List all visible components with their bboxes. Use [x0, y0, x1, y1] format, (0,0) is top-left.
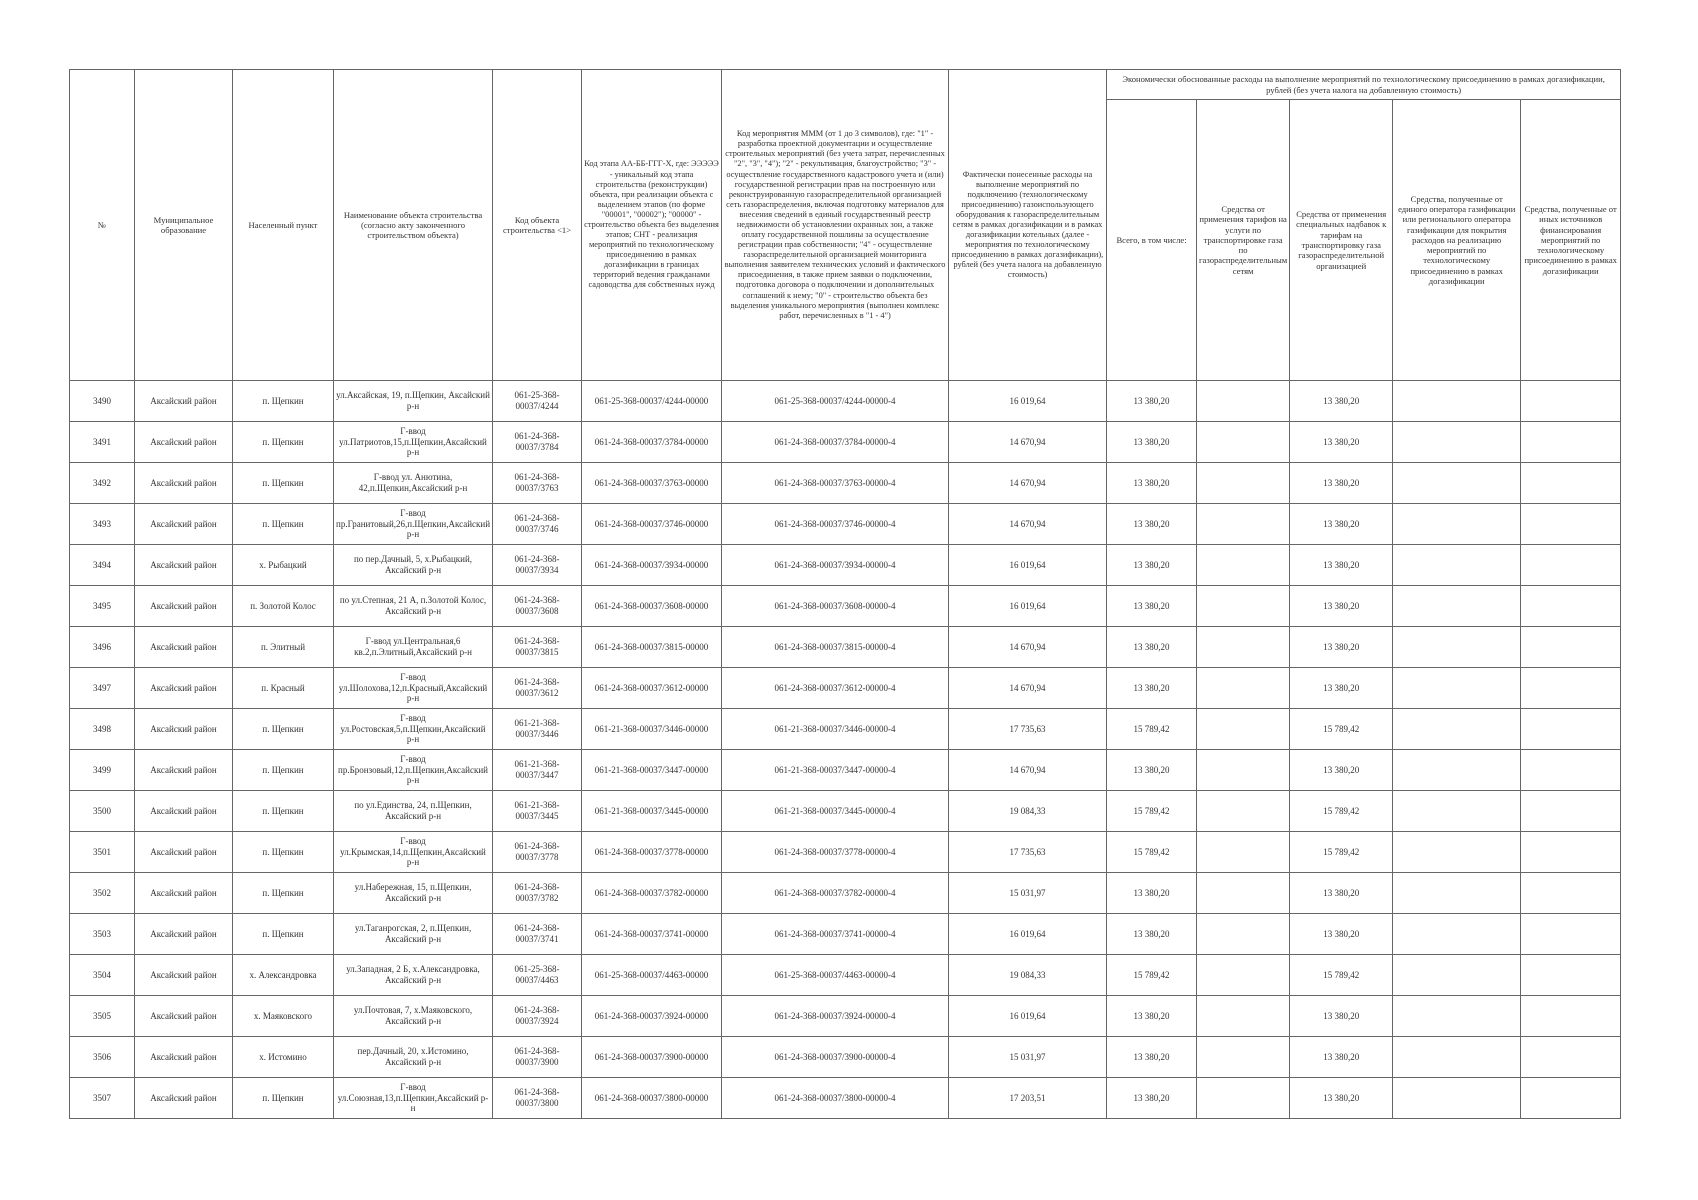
- settlement-cell: п. Щепкин: [233, 709, 334, 750]
- other-sources-cell: [1521, 586, 1621, 627]
- special-surcharges-cell: 13 380,20: [1290, 463, 1393, 504]
- tariffs-cell: [1197, 381, 1290, 422]
- row-number: 3501: [70, 832, 135, 873]
- table-row: [70, 668, 1621, 709]
- municipality-cell: Аксайский район: [135, 996, 233, 1037]
- actual-costs-cell: 14 670,94: [949, 463, 1107, 504]
- stage-code-cell: 061-24-368-00037/3746-00000: [582, 504, 722, 545]
- tariffs-cell: [1197, 955, 1290, 996]
- actual-costs-cell: 16 019,64: [949, 545, 1107, 586]
- municipality-cell: Аксайский район: [135, 1078, 233, 1119]
- event-code-cell: 061-24-368-00037/3934-00000-4: [722, 545, 949, 586]
- event-code-cell: 061-25-368-00037/4463-00000-4: [722, 955, 949, 996]
- municipality-cell: Аксайский район: [135, 709, 233, 750]
- operator-funds-cell: [1393, 545, 1521, 586]
- settlement-cell: п. Щепкин: [233, 914, 334, 955]
- tariffs-cell: [1197, 750, 1290, 791]
- other-sources-cell: [1521, 545, 1621, 586]
- object-code-cell: 061-24-368-00037/3763: [493, 463, 582, 504]
- total-cell: 13 380,20: [1107, 1078, 1197, 1119]
- row-number: 3502: [70, 873, 135, 914]
- other-sources-cell: [1521, 750, 1621, 791]
- other-sources-cell: [1521, 914, 1621, 955]
- other-sources-cell: [1521, 832, 1621, 873]
- total-cell: 15 789,42: [1107, 709, 1197, 750]
- table-row: [70, 709, 1621, 750]
- tariffs-cell: [1197, 1037, 1290, 1078]
- operator-funds-cell: [1393, 709, 1521, 750]
- object-name-cell: по ул.Степная, 21 А, п.Золотой Колос, Аксайский р-н: [334, 586, 493, 627]
- row-number: 3492: [70, 463, 135, 504]
- settlement-cell: п. Щепкин: [233, 832, 334, 873]
- special-surcharges-cell: 13 380,20: [1290, 750, 1393, 791]
- header-object-name: Наименование объекта строительства (согласно акту законченного строительством объекта): [334, 70, 493, 381]
- object-code-cell: 061-24-368-00037/3934: [493, 545, 582, 586]
- total-cell: 15 789,42: [1107, 791, 1197, 832]
- event-code-cell: 061-24-368-00037/3763-00000-4: [722, 463, 949, 504]
- event-code-cell: 061-21-368-00037/3446-00000-4: [722, 709, 949, 750]
- total-cell: 13 380,20: [1107, 914, 1197, 955]
- object-name-cell: ул.Почтовая, 7, х.Маяковского, Аксайский р-н: [334, 996, 493, 1037]
- operator-funds-cell: [1393, 627, 1521, 668]
- settlement-cell: п. Щепкин: [233, 381, 334, 422]
- total-cell: 13 380,20: [1107, 422, 1197, 463]
- operator-funds-cell: [1393, 668, 1521, 709]
- row-number: 3506: [70, 1037, 135, 1078]
- header-special-surcharges: Средства от применения специальных надбавок к тарифам на транспортировку газа газораспределительной организацией: [1290, 100, 1393, 381]
- header-operator-funds: Средства, полученные от единого оператора газификации или регионального оператора газификации для покрытия расходов на реализацию мероприятий по технологическому присоединению в рамках догазификации: [1393, 100, 1521, 381]
- actual-costs-cell: 16 019,64: [949, 586, 1107, 627]
- stage-code-cell: 061-25-368-00037/4244-00000: [582, 381, 722, 422]
- settlement-cell: п. Красный: [233, 668, 334, 709]
- other-sources-cell: [1521, 996, 1621, 1037]
- tariffs-cell: [1197, 422, 1290, 463]
- special-surcharges-cell: 13 380,20: [1290, 873, 1393, 914]
- tariffs-cell: [1197, 668, 1290, 709]
- stage-code-cell: 061-24-368-00037/3815-00000: [582, 627, 722, 668]
- municipality-cell: Аксайский район: [135, 463, 233, 504]
- total-cell: 13 380,20: [1107, 996, 1197, 1037]
- object-name-cell: по пер.Дачный, 5, х.Рыбацкий, Аксайский р-н: [334, 545, 493, 586]
- stage-code-cell: 061-25-368-00037/4463-00000: [582, 955, 722, 996]
- object-name-cell: Г-ввод пр.Бронзовый,12,п.Щепкин,Аксайский р-н: [334, 750, 493, 791]
- stage-code-cell: 061-21-368-00037/3446-00000: [582, 709, 722, 750]
- row-number: 3491: [70, 422, 135, 463]
- object-name-cell: ул.Таганрогская, 2, п.Щепкин, Аксайский р-н: [334, 914, 493, 955]
- operator-funds-cell: [1393, 463, 1521, 504]
- row-number: 3490: [70, 381, 135, 422]
- header-settlement: Населенный пункт: [233, 70, 334, 381]
- object-code-cell: 061-25-368-00037/4463: [493, 955, 582, 996]
- actual-costs-cell: 16 019,64: [949, 914, 1107, 955]
- operator-funds-cell: [1393, 381, 1521, 422]
- tariffs-cell: [1197, 504, 1290, 545]
- settlement-cell: х. Истомино: [233, 1037, 334, 1078]
- row-number: 3498: [70, 709, 135, 750]
- settlement-cell: п. Щепкин: [233, 750, 334, 791]
- total-cell: 15 789,42: [1107, 832, 1197, 873]
- object-name-cell: Г-ввод ул. Анютина, 42,п.Щепкин,Аксайский р-н: [334, 463, 493, 504]
- header-tariffs: Средства от применения тарифов на услуги по транспортировке газа по газораспределительным сетям: [1197, 100, 1290, 381]
- object-code-cell: 061-24-368-00037/3815: [493, 627, 582, 668]
- table-row: [70, 832, 1621, 873]
- object-code-cell: 061-24-368-00037/3784: [493, 422, 582, 463]
- table-row: [70, 791, 1621, 832]
- municipality-cell: Аксайский район: [135, 791, 233, 832]
- actual-costs-cell: 14 670,94: [949, 627, 1107, 668]
- operator-funds-cell: [1393, 955, 1521, 996]
- table-row: [70, 996, 1621, 1037]
- special-surcharges-cell: 15 789,42: [1290, 955, 1393, 996]
- stage-code-cell: 061-24-368-00037/3741-00000: [582, 914, 722, 955]
- table-row: [70, 955, 1621, 996]
- actual-costs-cell: 17 203,51: [949, 1078, 1107, 1119]
- total-cell: 13 380,20: [1107, 586, 1197, 627]
- event-code-cell: 061-24-368-00037/3784-00000-4: [722, 422, 949, 463]
- special-surcharges-cell: 13 380,20: [1290, 1037, 1393, 1078]
- operator-funds-cell: [1393, 586, 1521, 627]
- event-code-cell: 061-24-368-00037/3612-00000-4: [722, 668, 949, 709]
- operator-funds-cell: [1393, 750, 1521, 791]
- special-surcharges-cell: 13 380,20: [1290, 627, 1393, 668]
- stage-code-cell: 061-21-368-00037/3445-00000: [582, 791, 722, 832]
- municipality-cell: Аксайский район: [135, 873, 233, 914]
- table-row: [70, 750, 1621, 791]
- operator-funds-cell: [1393, 914, 1521, 955]
- municipality-cell: Аксайский район: [135, 627, 233, 668]
- stage-code-cell: 061-24-368-00037/3763-00000: [582, 463, 722, 504]
- object-code-cell: 061-25-368-00037/4244: [493, 381, 582, 422]
- actual-costs-cell: 19 084,33: [949, 791, 1107, 832]
- municipality-cell: Аксайский район: [135, 750, 233, 791]
- operator-funds-cell: [1393, 1078, 1521, 1119]
- event-code-cell: 061-24-368-00037/3782-00000-4: [722, 873, 949, 914]
- tariffs-cell: [1197, 873, 1290, 914]
- object-name-cell: Г-ввод ул.Крымская,14,п.Щепкин,Аксайский р-н: [334, 832, 493, 873]
- actual-costs-cell: 14 670,94: [949, 422, 1107, 463]
- object-name-cell: по ул.Единства, 24, п.Щепкин, Аксайский р-н: [334, 791, 493, 832]
- event-code-cell: 061-21-368-00037/3447-00000-4: [722, 750, 949, 791]
- row-number: 3494: [70, 545, 135, 586]
- header-actual-costs: Фактически понесенные расходы на выполнение мероприятий по подключению (технологическому присоединению) газоиспользующего оборудования к газораспределительным сетям в рамках догазификации и в рамках догазификации котельных (далее - мероприятия по технологическому присоединению в рамках догазификации), рублей (без учета налога на добавленную стоимость): [949, 70, 1107, 381]
- tariffs-cell: [1197, 545, 1290, 586]
- object-code-cell: 061-21-368-00037/3447: [493, 750, 582, 791]
- row-number: 3507: [70, 1078, 135, 1119]
- total-cell: 13 380,20: [1107, 545, 1197, 586]
- row-number: 3499: [70, 750, 135, 791]
- other-sources-cell: [1521, 627, 1621, 668]
- settlement-cell: п. Золотой Колос: [233, 586, 334, 627]
- event-code-cell: 061-24-368-00037/3746-00000-4: [722, 504, 949, 545]
- other-sources-cell: [1521, 463, 1621, 504]
- municipality-cell: Аксайский район: [135, 545, 233, 586]
- table-row: [70, 1078, 1621, 1119]
- object-code-cell: 061-24-368-00037/3782: [493, 873, 582, 914]
- actual-costs-cell: 14 670,94: [949, 750, 1107, 791]
- municipality-cell: Аксайский район: [135, 914, 233, 955]
- header-stage-code: Код этапа АА-ББ-ГГГ-Х, где: ЭЭЭЭЭ - уникальный код этапа строительства (реконструкции) объекта, при реализации объекта с выделением этапов (по форме "00001", "00002"); "00000" - строительство объекта без выделения этапов; СНТ - реализация мероприятий по технологическому присоединению в рамках догазификации в границах территорий ведения гражданами садоводства для собственных нужд: [582, 70, 722, 381]
- tariffs-cell: [1197, 586, 1290, 627]
- actual-costs-cell: 15 031,97: [949, 1037, 1107, 1078]
- operator-funds-cell: [1393, 504, 1521, 545]
- table-row: [70, 873, 1621, 914]
- settlement-cell: п. Щепкин: [233, 422, 334, 463]
- row-number: 3493: [70, 504, 135, 545]
- row-number: 3505: [70, 996, 135, 1037]
- tariffs-cell: [1197, 996, 1290, 1037]
- settlement-cell: п. Элитный: [233, 627, 334, 668]
- event-code-cell: 061-24-368-00037/3800-00000-4: [722, 1078, 949, 1119]
- event-code-cell: 061-25-368-00037/4244-00000-4: [722, 381, 949, 422]
- table-row: [70, 504, 1621, 545]
- other-sources-cell: [1521, 422, 1621, 463]
- other-sources-cell: [1521, 381, 1621, 422]
- special-surcharges-cell: 13 380,20: [1290, 381, 1393, 422]
- row-number: 3495: [70, 586, 135, 627]
- other-sources-cell: [1521, 791, 1621, 832]
- special-surcharges-cell: 13 380,20: [1290, 545, 1393, 586]
- municipality-cell: Аксайский район: [135, 504, 233, 545]
- tariffs-cell: [1197, 463, 1290, 504]
- header-event-code: Код мероприятия МММ (от 1 до 3 символов), где: "1" - разработка проектной документации и осуществление строительных мероприятий (без учета затрат, перечисленных "2", "3", "4"); "2" - рекультивация, благоустройство; "3" - осуществление государственного кадастрового учета и (или) государственной регистрации прав на построенную или реконструированную газораспределительной организацией сеть газораспределения, включая подготовку материалов для внесения сведений в единый государственный реестр недвижимости об установлении охранных зон, а также оплату государственной пошлины за осуществление регистрации прав собственности; "4" - осуществление газораспределительной организацией мониторинга выполнения заявителем технических условий и фактического присоединения, в также прием заявки о подключении, подготовка договора о подключении и дополнительных соглашений к нему; "0" - строительство объекта без выделения уникального мероприятия (выполнен комплекс работ, перечисленных в "1 - 4"): [722, 70, 949, 381]
- operator-funds-cell: [1393, 996, 1521, 1037]
- settlement-cell: х. Маяковского: [233, 996, 334, 1037]
- header-other-sources: Средства, полученные от иных источников финансирования мероприятий по технологическому присоединению в рамках догазификации: [1521, 100, 1621, 381]
- object-code-cell: 061-24-368-00037/3800: [493, 1078, 582, 1119]
- object-code-cell: 061-24-368-00037/3924: [493, 996, 582, 1037]
- actual-costs-cell: 19 084,33: [949, 955, 1107, 996]
- actual-costs-cell: 17 735,63: [949, 832, 1107, 873]
- total-cell: 13 380,20: [1107, 381, 1197, 422]
- header-object-code: Код объекта строительства <1>: [493, 70, 582, 381]
- other-sources-cell: [1521, 709, 1621, 750]
- event-code-cell: 061-24-368-00037/3608-00000-4: [722, 586, 949, 627]
- special-surcharges-cell: 13 380,20: [1290, 996, 1393, 1037]
- special-surcharges-cell: 15 789,42: [1290, 709, 1393, 750]
- special-surcharges-cell: 13 380,20: [1290, 504, 1393, 545]
- register-table: [69, 69, 1621, 1119]
- settlement-cell: х. Александровка: [233, 955, 334, 996]
- object-name-cell: Г-ввод ул.Патриотов,15,п.Щепкин,Аксайский р-н: [334, 422, 493, 463]
- object-name-cell: Г-ввод пр.Гранитовый,26,п.Щепкин,Аксайский р-н: [334, 504, 493, 545]
- row-number: 3496: [70, 627, 135, 668]
- object-code-cell: 061-21-368-00037/3445: [493, 791, 582, 832]
- special-surcharges-cell: 13 380,20: [1290, 914, 1393, 955]
- event-code-cell: 061-24-368-00037/3924-00000-4: [722, 996, 949, 1037]
- settlement-cell: п. Щепкин: [233, 463, 334, 504]
- stage-code-cell: 061-24-368-00037/3778-00000: [582, 832, 722, 873]
- table-row: [70, 545, 1621, 586]
- row-number: 3497: [70, 668, 135, 709]
- event-code-cell: 061-24-368-00037/3741-00000-4: [722, 914, 949, 955]
- total-cell: 13 380,20: [1107, 504, 1197, 545]
- object-code-cell: 061-24-368-00037/3746: [493, 504, 582, 545]
- stage-code-cell: 061-24-368-00037/3934-00000: [582, 545, 722, 586]
- special-surcharges-cell: 15 789,42: [1290, 832, 1393, 873]
- table-row: [70, 381, 1621, 422]
- settlement-cell: п. Щепкин: [233, 873, 334, 914]
- object-name-cell: Г-ввод ул.Ростовская,5,п.Щепкин,Аксайский р-н: [334, 709, 493, 750]
- special-surcharges-cell: 13 380,20: [1290, 1078, 1393, 1119]
- tariffs-cell: [1197, 709, 1290, 750]
- table-row: [70, 914, 1621, 955]
- stage-code-cell: 061-24-368-00037/3800-00000: [582, 1078, 722, 1119]
- stage-code-cell: 061-24-368-00037/3924-00000: [582, 996, 722, 1037]
- actual-costs-cell: 14 670,94: [949, 504, 1107, 545]
- row-number: 3504: [70, 955, 135, 996]
- object-name-cell: ул.Западная, 2 Б, х.Александровка, Аксайский р-н: [334, 955, 493, 996]
- table-header: [70, 70, 1621, 381]
- municipality-cell: Аксайский район: [135, 955, 233, 996]
- stage-code-cell: 061-24-368-00037/3782-00000: [582, 873, 722, 914]
- event-code-cell: 061-24-368-00037/3778-00000-4: [722, 832, 949, 873]
- table-row: [70, 422, 1621, 463]
- other-sources-cell: [1521, 1078, 1621, 1119]
- actual-costs-cell: 14 670,94: [949, 668, 1107, 709]
- operator-funds-cell: [1393, 873, 1521, 914]
- table-row: [70, 627, 1621, 668]
- object-code-cell: 061-24-368-00037/3612: [493, 668, 582, 709]
- object-name-cell: Г-ввод ул.Шолохова,12,п.Красный,Аксайский р-н: [334, 668, 493, 709]
- total-cell: 13 380,20: [1107, 1037, 1197, 1078]
- municipality-cell: Аксайский район: [135, 381, 233, 422]
- object-code-cell: 061-24-368-00037/3778: [493, 832, 582, 873]
- total-cell: 13 380,20: [1107, 668, 1197, 709]
- header-total: Всего, в том числе:: [1107, 100, 1197, 381]
- event-code-cell: 061-24-368-00037/3815-00000-4: [722, 627, 949, 668]
- other-sources-cell: [1521, 668, 1621, 709]
- actual-costs-cell: 15 031,97: [949, 873, 1107, 914]
- stage-code-cell: 061-24-368-00037/3784-00000: [582, 422, 722, 463]
- tariffs-cell: [1197, 914, 1290, 955]
- operator-funds-cell: [1393, 832, 1521, 873]
- other-sources-cell: [1521, 873, 1621, 914]
- other-sources-cell: [1521, 1037, 1621, 1078]
- stage-code-cell: 061-24-368-00037/3608-00000: [582, 586, 722, 627]
- object-name-cell: Г-ввод ул.Центральная,6 кв.2,п.Элитный,Аксайский р-н: [334, 627, 493, 668]
- row-number: 3500: [70, 791, 135, 832]
- total-cell: 13 380,20: [1107, 873, 1197, 914]
- operator-funds-cell: [1393, 1037, 1521, 1078]
- municipality-cell: Аксайский район: [135, 422, 233, 463]
- other-sources-cell: [1521, 955, 1621, 996]
- total-cell: 15 789,42: [1107, 955, 1197, 996]
- object-code-cell: 061-24-368-00037/3608: [493, 586, 582, 627]
- object-code-cell: 061-24-368-00037/3741: [493, 914, 582, 955]
- special-surcharges-cell: 13 380,20: [1290, 668, 1393, 709]
- actual-costs-cell: 16 019,64: [949, 996, 1107, 1037]
- settlement-cell: п. Щепкин: [233, 1078, 334, 1119]
- special-surcharges-cell: 13 380,20: [1290, 422, 1393, 463]
- stage-code-cell: 061-21-368-00037/3447-00000: [582, 750, 722, 791]
- municipality-cell: Аксайский район: [135, 832, 233, 873]
- header-no: №: [70, 70, 135, 381]
- object-code-cell: 061-21-368-00037/3446: [493, 709, 582, 750]
- header-justified-costs-group: Экономически обоснованные расходы на выполнение мероприятий по технологическому присоединению в рамках догазификации, рублей (без учета налога на добавленную стоимость): [1107, 70, 1621, 100]
- table-row: [70, 586, 1621, 627]
- object-name-cell: ул.Набережная, 15, п.Щепкин, Аксайский р-н: [334, 873, 493, 914]
- object-name-cell: пер.Дачный, 20, х.Истомино, Аксайский р-н: [334, 1037, 493, 1078]
- tariffs-cell: [1197, 791, 1290, 832]
- tariffs-cell: [1197, 1078, 1290, 1119]
- stage-code-cell: 061-24-368-00037/3900-00000: [582, 1037, 722, 1078]
- stage-code-cell: 061-24-368-00037/3612-00000: [582, 668, 722, 709]
- total-cell: 13 380,20: [1107, 463, 1197, 504]
- row-number: 3503: [70, 914, 135, 955]
- settlement-cell: п. Щепкин: [233, 504, 334, 545]
- table-body: [70, 381, 1621, 1119]
- municipality-cell: Аксайский район: [135, 586, 233, 627]
- municipality-cell: Аксайский район: [135, 668, 233, 709]
- table-row: [70, 463, 1621, 504]
- table-row: [70, 1037, 1621, 1078]
- special-surcharges-cell: 13 380,20: [1290, 586, 1393, 627]
- other-sources-cell: [1521, 504, 1621, 545]
- tariffs-cell: [1197, 832, 1290, 873]
- object-name-cell: ул.Аксайская, 19, п.Щепкин, Аксайский р-н: [334, 381, 493, 422]
- event-code-cell: 061-21-368-00037/3445-00000-4: [722, 791, 949, 832]
- municipality-cell: Аксайский район: [135, 1037, 233, 1078]
- special-surcharges-cell: 15 789,42: [1290, 791, 1393, 832]
- tariffs-cell: [1197, 627, 1290, 668]
- settlement-cell: п. Щепкин: [233, 791, 334, 832]
- object-name-cell: Г-ввод ул.Союзная,13,п.Щепкин,Аксайский р-н: [334, 1078, 493, 1119]
- object-code-cell: 061-24-368-00037/3900: [493, 1037, 582, 1078]
- settlement-cell: х. Рыбацкий: [233, 545, 334, 586]
- total-cell: 13 380,20: [1107, 627, 1197, 668]
- total-cell: 13 380,20: [1107, 750, 1197, 791]
- operator-funds-cell: [1393, 422, 1521, 463]
- actual-costs-cell: 17 735,63: [949, 709, 1107, 750]
- actual-costs-cell: 16 019,64: [949, 381, 1107, 422]
- header-municipality: Муниципальное образование: [135, 70, 233, 381]
- operator-funds-cell: [1393, 791, 1521, 832]
- event-code-cell: 061-24-368-00037/3900-00000-4: [722, 1037, 949, 1078]
